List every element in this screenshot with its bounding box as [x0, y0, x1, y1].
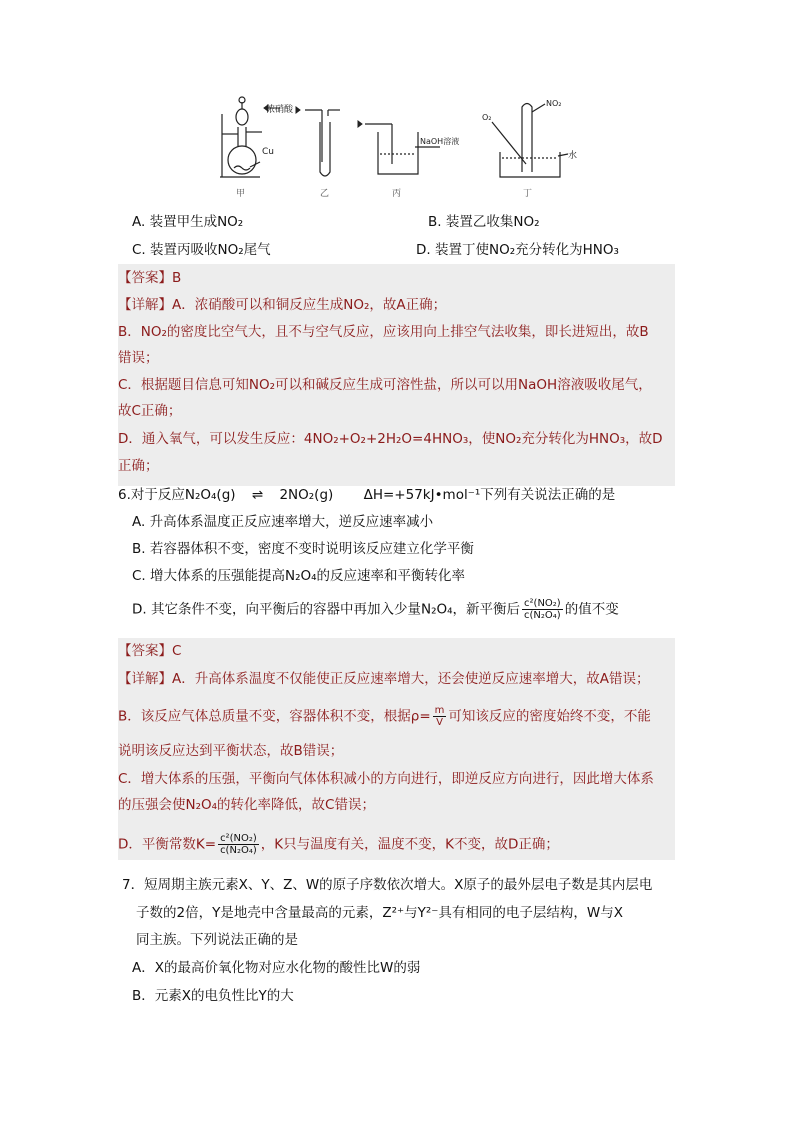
q5-detail-line7: 正确； [118, 458, 159, 474]
q5-option-c: C. 装置丙吸收NO₂尾气 [132, 242, 271, 258]
q6-density-denominator: V [436, 717, 443, 728]
naoh-label: NaOH溶液 [420, 137, 460, 146]
q5-detail-line4: C．根据题目信息可知NO₂可以和碱反应生成可溶性盐，所以可以用NaOH溶液吸收尾气， [118, 377, 652, 393]
q5-detail-line6: D．通入氧气，可以发生反应：4NO₂+O₂+2H₂O=4HNO₃，使NO₂充分转化为HNO₃，故D [118, 431, 663, 447]
apparatus-diagram [200, 92, 620, 202]
q6-detail-line3: 说明该反应达到平衡状态，故B错误； [118, 743, 344, 759]
q6-option-d-denominator: c(N₂O₄) [524, 610, 561, 621]
apparatus-figure [200, 92, 620, 202]
bing-label: 丙 [392, 189, 402, 199]
q6-detail-line2 [118, 705, 651, 728]
q6-option-c: C. 增大体系的压强能提高N₂O₄的反应速率和平衡转化率 [132, 568, 466, 584]
q6-detail-text1: A．升高体系温度不仅能使正反应速率增大，还会使逆反应速率增大，故A错误； [172, 671, 650, 687]
q6-k-numerator: c²(NO₂) [220, 833, 257, 844]
q6-detail-tag: 【详解】 [118, 671, 172, 687]
water-label: 水 [568, 151, 578, 161]
q5-option-d: D. 装置丁使NO₂充分转化为HNO₃ [416, 242, 619, 258]
q6-answer: 【答案】C [118, 643, 182, 659]
q5-answer: 【答案】B [118, 270, 182, 286]
q6-density-numerator: m [434, 705, 445, 716]
q6-k-denominator: c(N₂O₄) [220, 845, 257, 856]
q7-stem-line3: 同主族。下列说法正确的是 [136, 932, 298, 948]
q5-detail-line5: 故C正确； [118, 403, 182, 419]
q6-option-d [132, 598, 619, 621]
q7-stem-line1: 7．短周期主族元素X、Y、Z、W的原子序数依次增大。X原子的最外层电子数是其内层电 [122, 877, 653, 893]
q6-detail-line4: C．增大体系的压强，平衡向气体体积减小的方向进行，即逆反应方向进行，因此增大体系 [118, 771, 654, 787]
q6-option-d-numerator: c²(NO₂) [524, 598, 561, 609]
q5-detail-line1 [118, 295, 446, 315]
q6-density-fraction [433, 705, 447, 728]
q6-option-a: A. 升高体系温度正反应速率增大，逆反应速率减小 [132, 514, 434, 530]
q6-option-d-fraction [522, 598, 563, 621]
yi-label: 乙 [320, 189, 330, 199]
q6-stem [118, 485, 615, 505]
q6-detail-line2-post: 可知该反应的密度始终不变，不能 [448, 708, 651, 725]
q6-detail-line2-pre: B．该反应气体总质量不变，容器体积不变，根据ρ= [118, 708, 431, 725]
q6-detail-line6-pre: D．平衡常数K= [118, 836, 217, 853]
q6-detail-line1 [118, 669, 649, 689]
q5-detail-text1: A．浓硝酸可以和铜反应生成NO₂，故A正确； [172, 297, 447, 313]
cu-label: Cu [262, 147, 274, 157]
q6-detail-line5: 的压强会使N₂O₄的转化率降低，故C错误； [118, 797, 375, 813]
q6-option-d-pre: D. 其它条件不变，向平衡后的容器中再加入少量N₂O₄，新平衡后 [132, 601, 521, 618]
jia-label: 甲 [236, 189, 246, 199]
q6-option-b: B. 若容器体积不变，密度不变时说明该反应建立化学平衡 [132, 541, 474, 557]
q6-option-d-post: 的值不变 [564, 601, 619, 618]
q6-stem-c: ΔH=+57kJ•mol⁻¹下列有关说法正确的是 [363, 487, 616, 503]
no2-label: NO₂ [546, 99, 562, 108]
o2-label: O₂ [482, 113, 492, 122]
q6-detail-line6-post: ，K只与温度有关，温度不变，K不变，故D正确； [260, 836, 559, 853]
q6-detail-line6 [118, 833, 559, 856]
ding-label: 丁 [523, 189, 533, 199]
q6-stem-b: 2NO₂(g) [279, 487, 334, 503]
q7-stem-line2: 子数的2倍，Y是地壳中含量最高的元素，Z²⁺与Y²⁻具有相同的电子层结构，W与X [136, 905, 624, 921]
q6-k-fraction [218, 833, 259, 856]
q5-option-a: A. 装置甲生成NO₂ [132, 214, 244, 230]
q7-option-a: A．X的最高价氧化物对应水化物的酸性比W的弱 [132, 960, 421, 976]
q5-detail-line3: 错误； [118, 350, 159, 366]
q6-stem-a: 6.对于反应N₂O₄(g) [118, 487, 236, 503]
q5-detail-line2: B．NO₂的密度比空气大，且不与空气反应，应该用向上排空气法收集，即长进短出，故B [118, 324, 649, 340]
acid-label: 浓硝酸 [266, 105, 294, 115]
q5-option-b: B. 装置乙收集NO₂ [428, 214, 540, 230]
q7-option-b: B．元素X的电负性比Y的大 [132, 988, 294, 1004]
q6-equilibrium-arrow: ⇌ [251, 487, 264, 503]
q5-detail-tag: 【详解】 [118, 297, 172, 313]
